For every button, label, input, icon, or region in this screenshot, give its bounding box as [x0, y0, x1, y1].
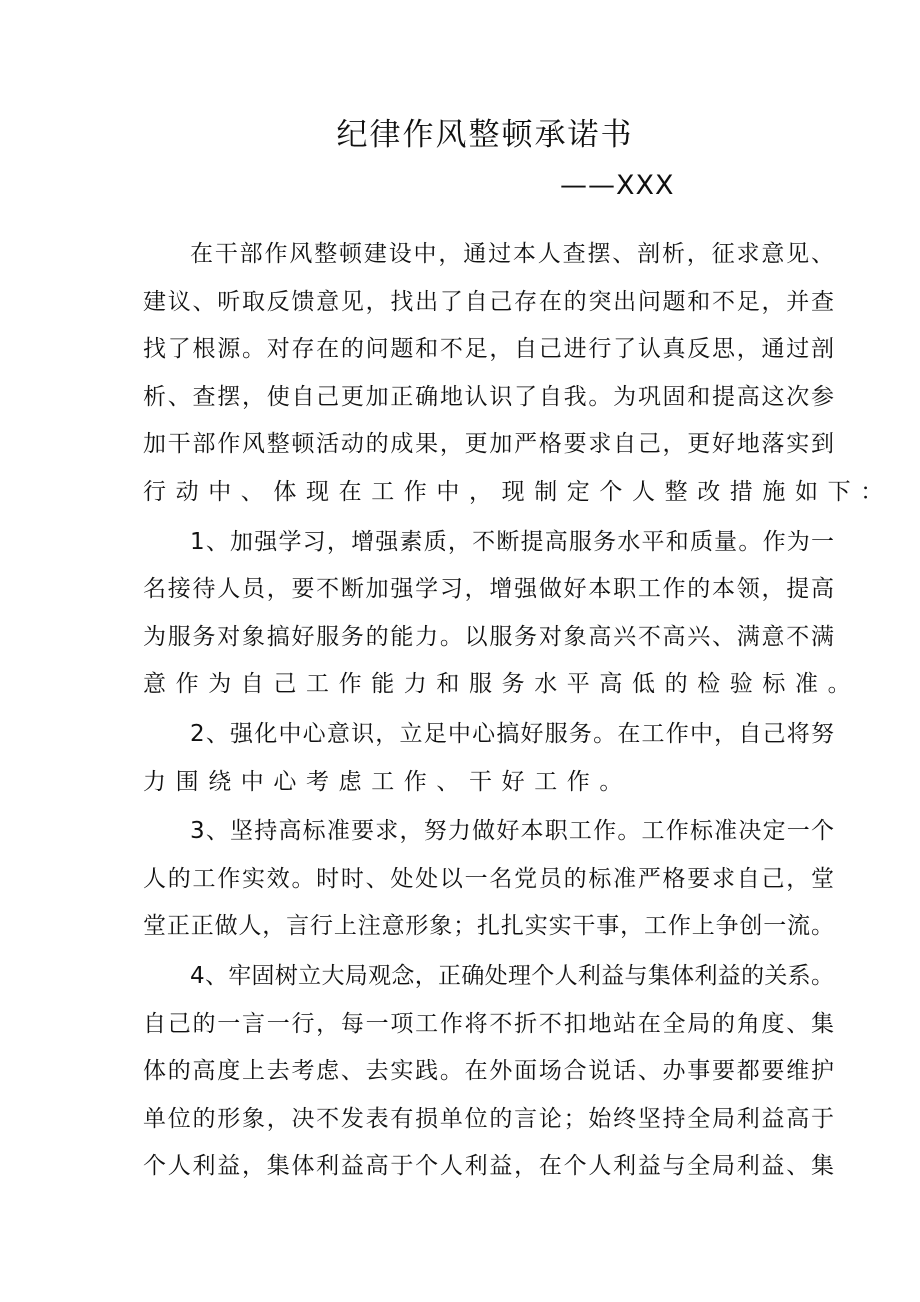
text-line: 析、查摆，使自己更加正确地认识了自我。为巩固和提高这次参 [143, 383, 834, 410]
text-line: 找了根源。对存在的问题和不足，自己进行了认真反思，通过剖 [143, 336, 834, 363]
text-line: 意作为自己工作能力和服务水平高低的检验标准。 [143, 671, 861, 698]
paragraph-item-1 [143, 519, 861, 709]
document-title: 纪律作风整顿承诺书 [336, 117, 634, 153]
text-line: 自己的一言一行，每一项工作将不折不扣地站在全局的角度、集 [143, 1010, 834, 1037]
text-line: 名接待人员，要不断加强学习，增强做好本职工作的本领，提高 [143, 576, 834, 603]
paragraph-item-3 [143, 808, 834, 951]
paragraph-intro [143, 231, 893, 517]
text-line: 加干部作风整顿活动的成果，更加严格要求自己，更好地落实到 [143, 431, 834, 458]
document-body [143, 231, 893, 1193]
text-line: 力围绕中心考虑工作、干好工作。 [143, 768, 632, 795]
document-author: ——XXX [560, 170, 675, 201]
text-line: 2、强化中心意识，立足中心搞好服务。在工作中，自己将努 [190, 720, 834, 747]
text-line: 4、牢固树立大局观念，正确处理个人利益与集体利益的关系。 [190, 962, 834, 989]
text-line: 个人利益，集体利益高于个人利益，在个人利益与全局利益、集 [143, 1153, 834, 1180]
text-line: 为服务对象搞好服务的能力。以服务对象高兴不高兴、满意不满 [143, 623, 834, 650]
text-line: 行动中、体现在工作中，现制定个人整改措施如下： [143, 478, 893, 505]
text-line: 人的工作实效。时时、处处以一名党员的标准严格要求自己，堂 [143, 865, 834, 892]
text-line: 在干部作风整顿建设中，通过本人查摆、剖析，征求意见、 [190, 241, 834, 267]
text-line: 建议、听取反馈意见，找出了自己存在的突出问题和不足，并查 [143, 288, 834, 315]
text-line: 堂正正做人，言行上注意形象；扎扎实实干事，工作上争创一流。 [143, 913, 834, 940]
text-line: 3、坚持高标准要求，努力做好本职工作。工作标准决定一个 [190, 818, 834, 845]
paragraph-item-2 [143, 711, 834, 806]
paragraph-item-4 [143, 953, 834, 1191]
text-line: 体的高度上去考虑、去实践。在外面场合说话、办事要都要维护 [143, 1058, 834, 1085]
text-line: 1、加强学习，增强素质，不断提高服务水平和质量。作为一 [190, 528, 834, 555]
text-line: 单位的形象，决不发表有损单位的言论；始终坚持全局利益高于 [143, 1105, 834, 1132]
